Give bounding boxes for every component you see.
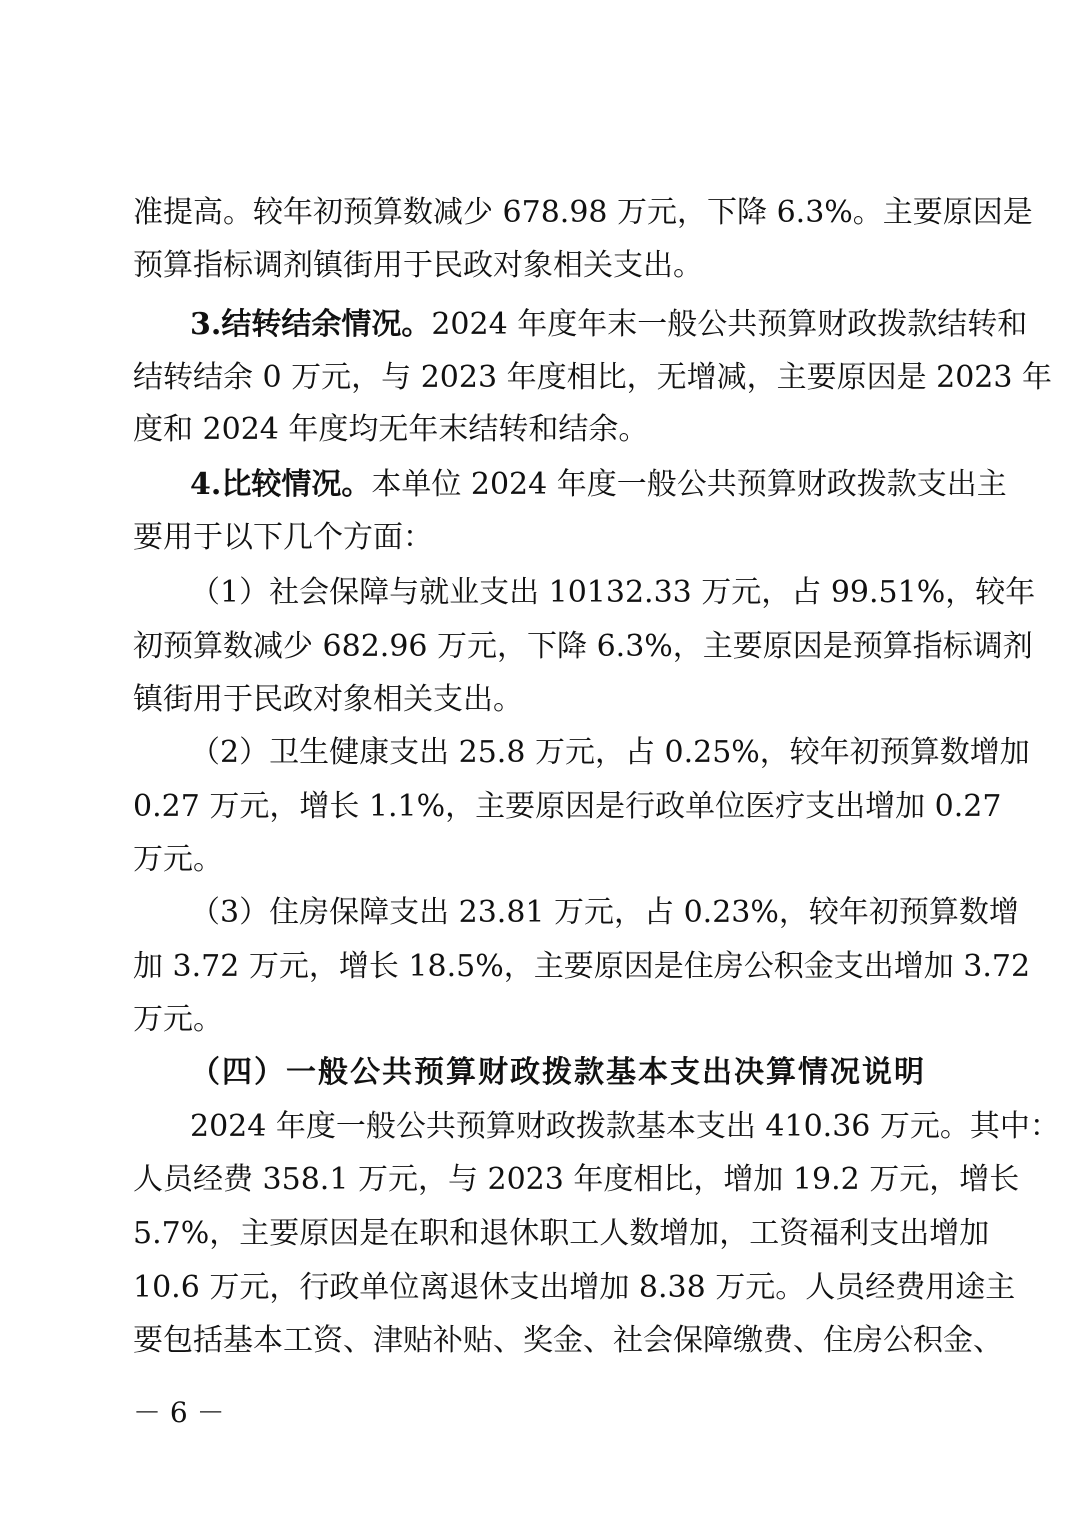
text-line-22: 要包括基本工资、津贴补贴、奖金、社会保障缴费、住房公积金、 [133, 1323, 1003, 1358]
paragraph-3-first-line [190, 305, 1028, 345]
text-line-15: 加 3.72 万元，增长 18.5%，主要原因是住房公积金支出增加 3.72 [133, 949, 1031, 984]
text-line-20: 5.7%，主要原因是在职和退休职工人数增加，工资福利支出增加 [133, 1216, 990, 1251]
text-line-2: 预算指标调剂镇街用于民政对象相关支出。 [133, 248, 703, 283]
item-1-first-line: （1）社会保障与就业支出 10132.33 万元，占 99.51%，较年 [190, 575, 1036, 610]
text-line-7: 要用于以下几个方面： [133, 520, 433, 555]
text-line-5: 度和 2024 年度均无年末结转和结余。 [133, 412, 649, 447]
text-line-9: 初预算数减少 682.96 万元，下降 6.3%，主要原因是预算指标调剂 [133, 629, 1033, 664]
text-line-10: 镇街用于民政对象相关支出。 [133, 682, 523, 717]
paragraph-3-title: 3.结转结余情况。 [190, 307, 432, 342]
text-line-4: 结转结余 0 万元，与 2023 年度相比，无增减，主要原因是 2023 年 [133, 360, 1052, 395]
paragraph-4-text: 本单位 2024 年度一般公共预算财政拨款支出主 [371, 467, 1007, 502]
page-number: － 6 － [133, 1396, 225, 1429]
paragraph-4-title: 4.比较情况。 [190, 467, 372, 502]
item-2-first-line: （2）卫生健康支出 25.8 万元，占 0.25%，较年初预算数增加 [190, 735, 1030, 770]
section-heading: （四）一般公共预算财政拨款基本支出决算情况说明 [190, 1055, 926, 1090]
text-line-19: 人员经费 358.1 万元，与 2023 年度相比，增加 19.2 万元，增长 [133, 1162, 1020, 1197]
text-line-12: 0.27 万元，增长 1.1%，主要原因是行政单位医疗支出增加 0.27 [133, 789, 1002, 824]
text-line-13: 万元。 [133, 842, 223, 877]
basic-expense-first-line: 2024 年度一般公共预算财政拨款基本支出 410.36 万元。其中： [190, 1109, 1060, 1144]
item-3-first-line: （3）住房保障支出 23.81 万元，占 0.23%，较年初预算数增 [190, 895, 1019, 930]
paragraph-4-first-line [190, 465, 1007, 505]
text-line-16: 万元。 [133, 1002, 223, 1037]
paragraph-3-text: 2024 年度年末一般公共预算财政拨款结转和 [431, 307, 1028, 342]
text-line-21: 10.6 万元，行政单位离退休支出增加 8.38 万元。人员经费用途主 [133, 1270, 1016, 1305]
text-line-1: 准提高。较年初预算数减少 678.98 万元，下降 6.3%。主要原因是 [133, 195, 1033, 230]
